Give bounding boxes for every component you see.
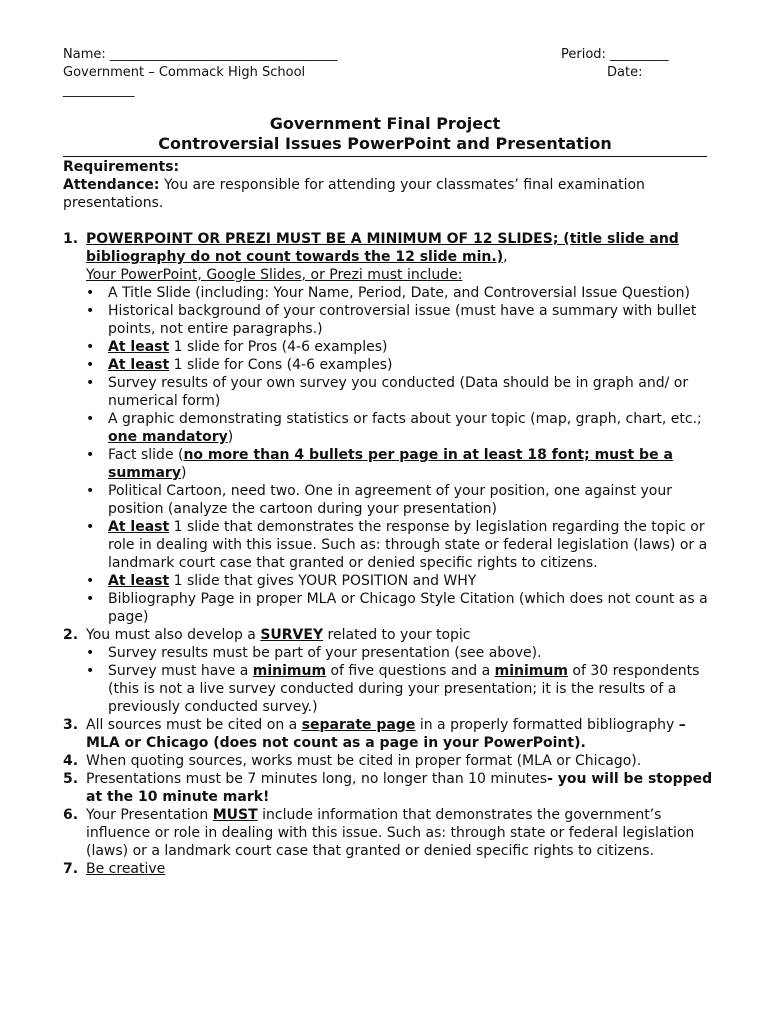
bullet-item: • Historical background of your controversial issue (must have a summary with bullet points, not entire paragraphs.) bbox=[86, 303, 697, 337]
item-1-bullets bbox=[86, 284, 713, 626]
spacer bbox=[63, 212, 713, 230]
list-item-6: 6. Your Presentation MUST include information that demonstrates the government’s influence or role in dealing with this issue. Such as: through state or federal legislation (laws) or a landmark court case that granted or denied specific rights to citizens. bbox=[63, 807, 695, 859]
item-number: 6. bbox=[63, 807, 79, 823]
bullet-item: • At least 1 slide that gives YOUR POSITION and WHY bbox=[86, 573, 477, 589]
bullet-icon: • bbox=[86, 411, 95, 427]
list-item-5: 5. Presentations must be 7 minutes long, no longer than 10 minutes- you will be stopped at the 10 minute mark! bbox=[63, 771, 713, 805]
item-number: 3. bbox=[63, 717, 79, 733]
bullet-icon: • bbox=[86, 663, 95, 679]
bullet-icon: • bbox=[86, 483, 95, 499]
item-number: 1. bbox=[63, 231, 79, 247]
bullet-icon: • bbox=[86, 573, 95, 589]
school-name: Government – Commack High School bbox=[63, 65, 306, 80]
list-item-1 bbox=[63, 230, 713, 626]
bullet-icon: • bbox=[86, 339, 95, 355]
bullet-item: • A graphic demonstrating statistics or facts about your topic (map, graph, chart, etc.; one mandatory) bbox=[86, 411, 702, 445]
attendance-text: You are responsible for attending your classmates’ final examination presentations. bbox=[63, 177, 645, 211]
item-number: 7. bbox=[63, 861, 79, 877]
bullet-icon: • bbox=[86, 645, 95, 661]
list-item-2: 2. You must also develop a SURVEY related to your topic • Survey results must be part of your presentation (see above). • Survey must have a minimum of five questions and a minimum of 30 respondents (this is not a live survey conducted during your presentation; it is the results of a previously conducted survey.) bbox=[63, 626, 713, 716]
item-number: 4. bbox=[63, 753, 79, 769]
item-1-intro: Your PowerPoint, Google Slides, or Prezi must include: bbox=[86, 267, 463, 283]
bullet-item: • At least 1 slide for Cons (4-6 examples) bbox=[86, 357, 393, 373]
bullet-item: • Bibliography Page in proper MLA or Chicago Style Citation (which does not count as a page) bbox=[86, 591, 708, 625]
list-item-7: 7. Be creative bbox=[63, 861, 166, 877]
bullet-item: • Fact slide (no more than 4 bullets per page in at least 18 font; must be a summary) bbox=[86, 447, 673, 481]
bullet-item: • Survey results must be part of your presentation (see above). bbox=[86, 645, 542, 661]
document-body bbox=[63, 158, 713, 878]
document-subtitle: Controversial Issues PowerPoint and Presentation bbox=[158, 134, 612, 153]
bullet-icon: • bbox=[86, 519, 95, 535]
item-1-heading: POWERPOINT OR PREZI MUST BE A MINIMUM OF 12 SLIDES; (title slide and bibliography do not count towards the 12 slide min.), bbox=[86, 231, 679, 265]
document-title: Government Final Project bbox=[269, 114, 501, 133]
requirements-heading: Requirements: bbox=[63, 159, 180, 175]
date-field-line: ___________ bbox=[63, 83, 135, 98]
bullet-item: • Survey results of your own survey you conducted (Data should be in graph and/ or numerical form) bbox=[86, 375, 689, 409]
bullet-icon: • bbox=[86, 285, 95, 301]
item-2-bullets bbox=[86, 644, 713, 716]
bullet-item: • A Title Slide (including: Your Name, Period, Date, and Controversial Issue Question) bbox=[86, 285, 690, 301]
name-field-label: Name: ___________________________________ bbox=[63, 47, 338, 62]
bullet-item: • Survey must have a minimum of five questions and a minimum of 30 respondents (this is not a live survey conducted during your presentation; it is the results of a previously conducted survey.) bbox=[86, 663, 700, 715]
bullet-item: • At least 1 slide for Pros (4-6 examples) bbox=[86, 339, 388, 355]
bullet-item: • Political Cartoon, need two. One in agreement of your position, one against your position (analyze the cartoon during your presentation) bbox=[86, 483, 673, 517]
attendance-label: Attendance: bbox=[63, 177, 160, 193]
item-number: 5. bbox=[63, 771, 79, 787]
list-item-3: 3. All sources must be cited on a separate page in a properly formatted bibliography – MLA or Chicago (does not count as a page in your PowerPoint). bbox=[63, 717, 686, 751]
attendance-paragraph bbox=[63, 176, 713, 212]
bullet-icon: • bbox=[86, 303, 95, 319]
bullet-icon: • bbox=[86, 447, 95, 463]
list-item-4: 4. When quoting sources, works must be cited in proper format (MLA or Chicago). bbox=[63, 753, 642, 769]
bullet-icon: • bbox=[86, 357, 95, 373]
date-field-label: Date: bbox=[607, 65, 643, 80]
bullet-icon: • bbox=[86, 591, 95, 607]
item-number: 2. bbox=[63, 627, 79, 643]
period-field-label: Period: _________ bbox=[561, 47, 669, 62]
bullet-icon: • bbox=[86, 375, 95, 391]
title-divider bbox=[63, 156, 707, 157]
bullet-item: • At least 1 slide that demonstrates the response by legislation regarding the topic or role in dealing with this issue. Such as: through state or federal legislation (laws) or a landmark court case that granted or denied specific rights to citizens. bbox=[86, 519, 708, 571]
requirements-list bbox=[63, 230, 713, 878]
